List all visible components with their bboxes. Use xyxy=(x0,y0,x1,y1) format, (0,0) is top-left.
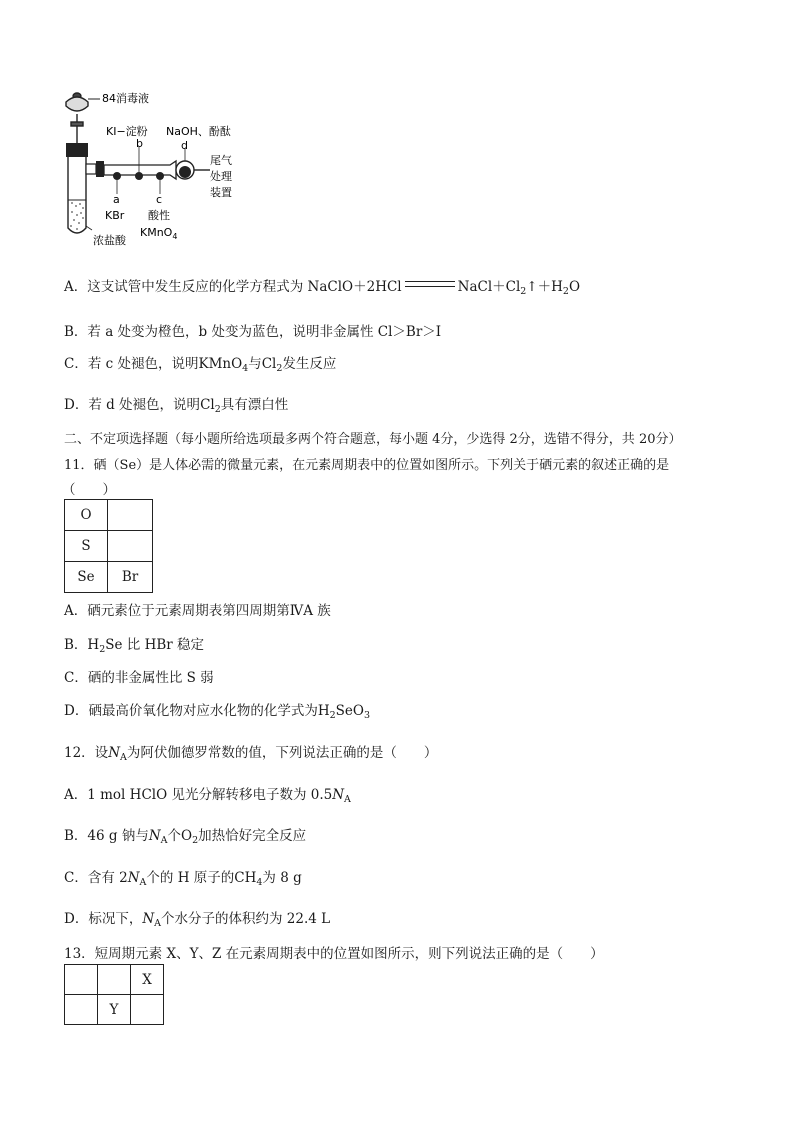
cotton-a xyxy=(113,172,121,180)
q11-stem: 11．硒（Se）是人体必需的微量元素，在元素周期表中的位置如图所示。下列关于硒元素的叙述正确的是 xyxy=(64,458,670,473)
q12-option-a: A．1 mol HClO 见光分解转移电子数为 $0.5N_A$ xyxy=(64,787,351,805)
tail-label-2: 处理 xyxy=(210,170,232,183)
q11-option-d: D．硒最高价氧化物对应水化物的化学式为$H_2SeO_3$ xyxy=(64,703,371,721)
cell-br: Br xyxy=(108,562,153,593)
cell-empty xyxy=(65,965,98,995)
q10-option-d: D．若 d 处褪色，说明$Cl_2$具有漂白性 xyxy=(64,397,289,415)
label-c: c xyxy=(156,193,163,206)
q12-stem: 12．设$N_A$为阿伏伽德罗常数的值，下列说法正确的是（ ） xyxy=(64,745,438,763)
q12-option-c: C．含有 $2N_A$个的 H 原子的$CH_4$为 8 g xyxy=(64,870,302,888)
label-d: d xyxy=(181,139,188,152)
cell-y: Y xyxy=(98,995,131,1025)
naoh-label: NaOH、酚酞 xyxy=(166,125,231,138)
kmno4-label-1: 酸性 xyxy=(148,209,170,222)
label-b: b xyxy=(136,137,143,150)
q13-periodic-table xyxy=(64,964,164,1025)
q10-option-b: B．若 a 处变为橙色，b 处变为蓝色，说明非金属性 Cl＞Br＞I xyxy=(64,324,442,340)
q11-option-c: C．硒的非金属性比 S 弱 xyxy=(64,670,214,686)
q10-option-c: C．若 c 处褪色，说明KMnO$_4$与$Cl_2$发生反应 xyxy=(64,356,337,374)
stopper xyxy=(66,143,88,157)
q12-option-b: B．46 g 钠与$N_A$个$O_2$加热恰好完全反应 xyxy=(64,828,307,846)
test-tube xyxy=(68,157,86,233)
q11-option-b: B．$H_2Se$ 比 HBr 稳定 xyxy=(64,637,205,655)
q11-periodic-table xyxy=(64,499,153,593)
apparatus-figure xyxy=(60,88,260,248)
section-two-heading: 二、不定项选择题（每小题所给选项最多两个符合题意，每小题 4分，少选得 2分，选错不得分，共 20分） xyxy=(64,432,682,447)
cell-empty xyxy=(108,531,153,562)
q11-answer-paren: （ ） xyxy=(62,482,116,498)
q11-option-a: A．硒元素位于元素周期表第四周期第ⅣA 族 xyxy=(64,603,331,619)
funnel-icon xyxy=(66,93,88,143)
tail-label-1: 尾气 xyxy=(210,154,232,167)
label-a: a xyxy=(113,193,120,206)
tail-label-3: 装置 xyxy=(210,186,232,199)
q12-option-d: D．标况下，$N_A$个水分子的体积约为 22.4 L xyxy=(64,911,331,929)
kbr-label: KBr xyxy=(105,209,125,222)
q13-stem: 13．短周期元素 X、Y、Z 在元素周期表中的位置如图所示，则下列说法正确的是（ ） xyxy=(64,946,604,962)
cell-empty xyxy=(108,500,153,531)
double-line-equals xyxy=(405,281,455,287)
acid-label: 浓盐酸 xyxy=(93,234,126,247)
funnel-label: 84消毒液 xyxy=(102,92,149,105)
kmno4-label-2: KMnO$_4$ xyxy=(140,226,178,241)
cell-x: X xyxy=(131,965,164,995)
cotton-b xyxy=(135,172,143,180)
cell-empty xyxy=(98,965,131,995)
ki-label: KI−淀粉 xyxy=(106,125,148,138)
side-stopper xyxy=(96,161,104,177)
cell-empty xyxy=(65,995,98,1025)
q10-option-a: A．这支试管中发生反应的化学方程式为 NaClO＋2HCl $NaCl+Cl_2↑+H_2O$ xyxy=(64,279,581,297)
cotton-c xyxy=(156,172,164,180)
cell-o: O xyxy=(65,500,108,531)
cell-s: S xyxy=(65,531,108,562)
cell-se: Se xyxy=(65,562,108,593)
cell-empty xyxy=(131,995,164,1025)
